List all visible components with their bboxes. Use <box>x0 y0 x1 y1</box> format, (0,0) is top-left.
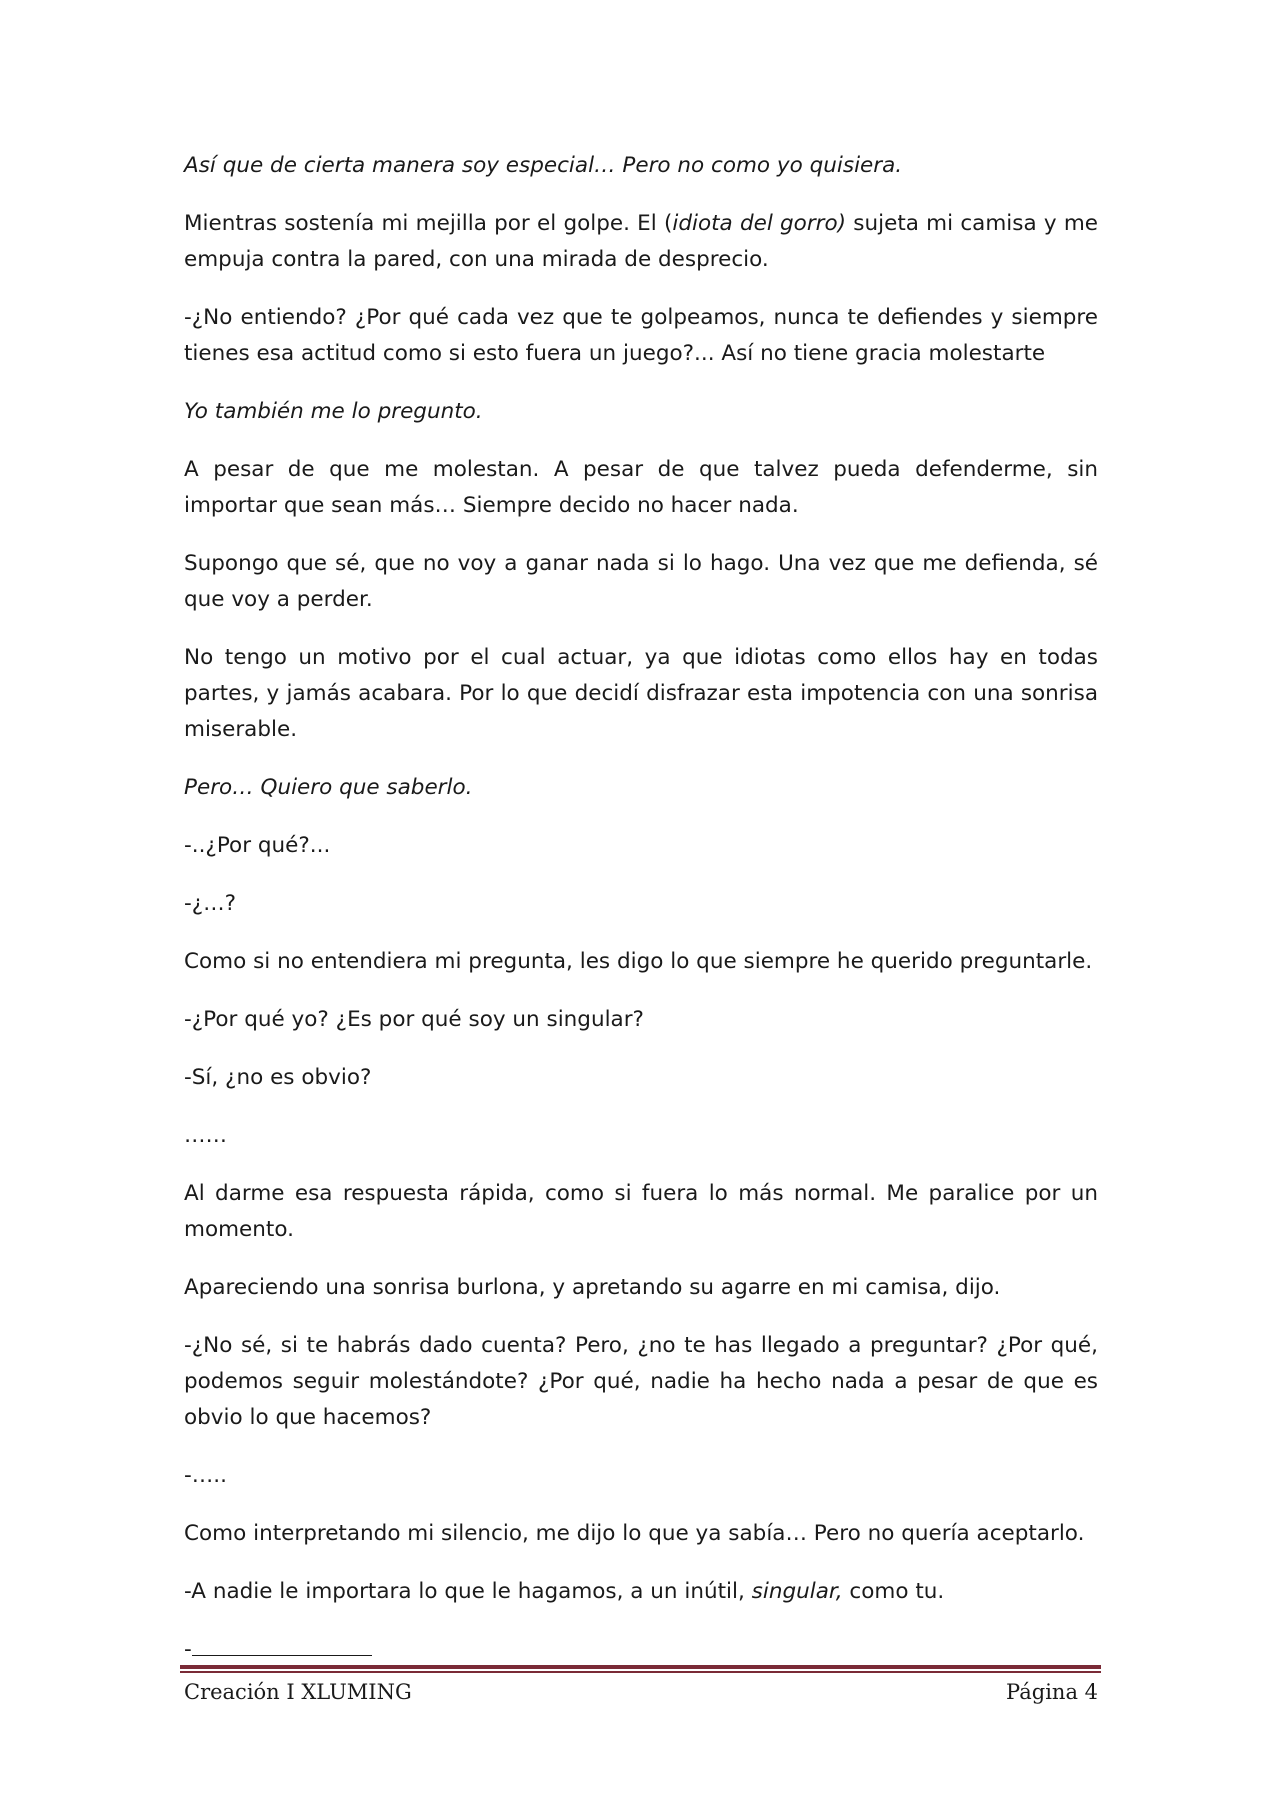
text-segment: -..¿Por qué?... <box>184 833 331 858</box>
text-segment: como tu. <box>842 1579 945 1604</box>
text-segment: …… <box>184 1123 227 1148</box>
paragraph <box>184 1176 1098 1248</box>
paragraph <box>184 1060 1098 1096</box>
footer <box>184 1680 1098 1704</box>
paragraph <box>184 640 1098 748</box>
paragraph <box>184 1516 1098 1552</box>
paragraph <box>184 1270 1098 1306</box>
italic-text: singular, <box>751 1579 843 1604</box>
paragraph <box>184 452 1098 524</box>
text-segment: -¿…? <box>184 891 237 916</box>
text-segment: No tengo un motivo por el cual actuar, ya que idiotas como ellos hay en todas partes, y jamás acabara. Por lo que decidí disfrazar esta impotencia con una sonrisa miserable. <box>184 645 1098 742</box>
paragraph <box>184 886 1098 922</box>
text-segment: Apareciendo una sonrisa burlona, y apretando su agarre en mi camisa, dijo. <box>184 1275 1001 1300</box>
text-segment: -A nadie le importara lo que le hagamos, a un inútil, <box>184 1579 752 1604</box>
paragraph <box>184 1118 1098 1154</box>
italic-text: Pero… Quiero que saberlo. <box>184 775 473 800</box>
paragraph <box>184 1002 1098 1038</box>
text-segment: sujeta mi camisa y me empuja contra la pared, con una mirada de desprecio. <box>184 211 1098 272</box>
blank-underline <box>192 1633 372 1656</box>
paragraph <box>184 828 1098 864</box>
paragraph <box>184 546 1098 618</box>
footer-page-number: Página 4 <box>1006 1680 1098 1704</box>
text-segment: Mientras sostenía mi mejilla por el golpe. El ( <box>184 211 673 236</box>
text-segment: -Sí, ¿no es obvio? <box>184 1065 372 1090</box>
text-segment: -….. <box>184 1463 227 1488</box>
text-segment: Como interpretando mi silencio, me dijo lo que ya sabía… Pero no quería aceptarlo. <box>184 1521 1085 1546</box>
paragraph <box>184 944 1098 980</box>
text-segment: -¿Por qué yo? ¿Es por qué soy un singular? <box>184 1007 644 1032</box>
italic-text: Así que de cierta manera soy especial… Pero no como yo quisiera. <box>184 153 903 178</box>
footer-author: Creación I XLUMING <box>184 1680 412 1704</box>
italic-text: Yo también me lo pregunto. <box>184 399 483 424</box>
footer-rule <box>180 1665 1101 1673</box>
paragraph <box>184 1632 1098 1668</box>
paragraph <box>184 1328 1098 1436</box>
italic-text: idiota del gorro) <box>672 211 847 236</box>
text-segment: - <box>184 1637 192 1662</box>
paragraph <box>184 300 1098 372</box>
paragraph <box>184 148 1098 184</box>
text-segment: -¿No entiendo? ¿Por qué cada vez que te golpeamos, nunca te defiendes y siempre tienes esa actitud como si esto fuera un juego?... Así no tiene gracia molestarte <box>184 305 1098 366</box>
text-segment: Supongo que sé, que no voy a ganar nada si lo hago. Una vez que me defienda, sé que voy a perder. <box>184 551 1098 612</box>
paragraph <box>184 1574 1098 1610</box>
text-segment: Como si no entendiera mi pregunta, les digo lo que siempre he querido preguntarle. <box>184 949 1093 974</box>
paragraph <box>184 206 1098 278</box>
text-segment: A pesar de que me molestan. A pesar de que talvez pueda defenderme, sin importar que sean más… Siempre decido no hacer nada. <box>184 457 1098 518</box>
paragraph <box>184 770 1098 806</box>
paragraph <box>184 1458 1098 1494</box>
body-text <box>184 148 1098 1690</box>
paragraph <box>184 394 1098 430</box>
text-segment: -¿No sé, si te habrás dado cuenta? Pero, ¿no te has llegado a preguntar? ¿Por qué, podemos seguir molestándote? ¿Por qué, nadie ha hecho nada a pesar de que es obvio lo que hacemos? <box>184 1333 1098 1430</box>
text-segment: Al darme esa respuesta rápida, como si fuera lo más normal. Me paralice por un momento. <box>184 1181 1098 1242</box>
